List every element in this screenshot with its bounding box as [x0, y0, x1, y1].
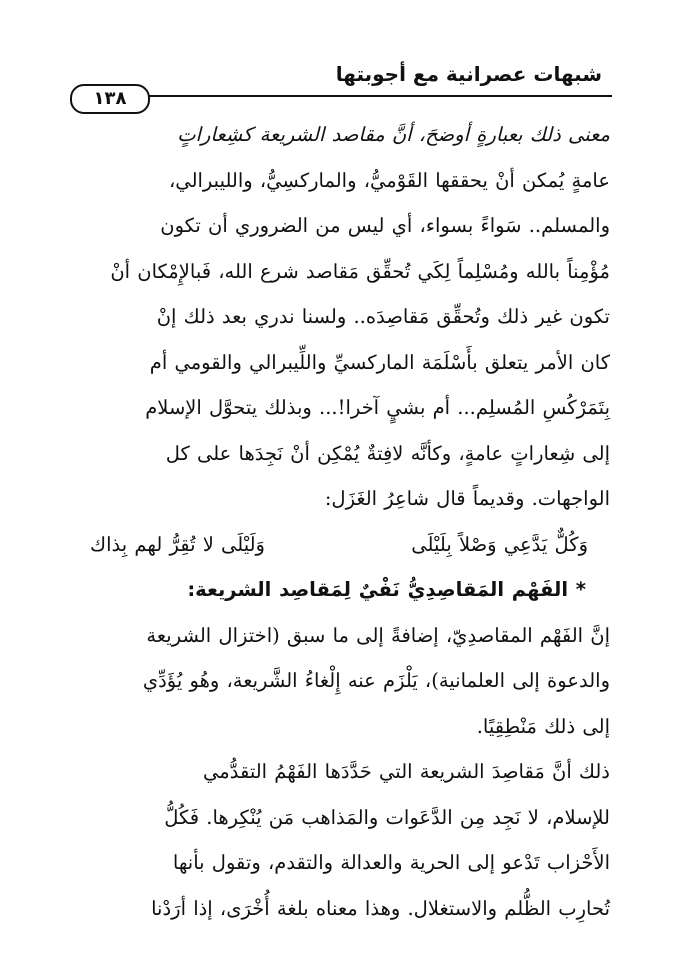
- paragraph-3: [68, 749, 610, 931]
- body-text: [68, 112, 610, 931]
- section-heading: * الفَهْم المَقاصِدِيُّ نَفْيٌ لِمَقاصِد الشريعة:: [187, 578, 586, 601]
- text-line: كان الأمر يتعلق بأَسْلَمَة الماركسيِّ واللِّيبرالي والقومي أم: [149, 350, 610, 374]
- text-line: مُؤْمِناً بالله ومُسْلِماً لِكَي تُحقِّق مَقاصد شرع الله، فَبالإِمْكان أنْ: [110, 259, 610, 283]
- running-title: شبهات عصرانية مع أجوبتها: [335, 62, 602, 86]
- text-line: إلى ذلك مَنْطِقِيًا.: [476, 714, 610, 738]
- text-line: إنَّ الفَهْم المقاصدِيّ، إضافةً إلى ما سبق (اختزال الشريعة: [146, 623, 610, 647]
- paragraph-2: [68, 613, 610, 750]
- text-line: الواجهات. وقديماً قال شاعِرُ الغَزَل:: [324, 487, 610, 510]
- paragraph-1: [68, 112, 610, 522]
- poetry-verse: [68, 522, 610, 568]
- text-line: بِتَمَرْكُسِ المُسلِم... أم بشيٍ آخرا!... وبذلك يتحوَّل الإسلام: [145, 396, 610, 419]
- header-rule: [112, 95, 612, 97]
- text-line: تُحارِب الظُّلم والاستغلال. وهذا معناه بلغة أُخْرَى، إذا أرَدْنا: [151, 896, 610, 920]
- text-line: ذلك أنَّ مَقاصِدَ الشريعة التي حَدَّدَها الفَهْمُ التقدُّمي: [203, 760, 610, 783]
- text-line: معنى ذلك بعبارةٍ أوضحَ، أنَّ مقاصد الشريعة كشِعاراتٍ: [177, 123, 610, 146]
- text-line: والمسلم.. سَواءً بسواء، أي ليس من الضروري أن تكون: [160, 214, 610, 237]
- text-line: تكون غير ذلك وتُحقِّق مَقاصِدَه.. ولسنا ندري بعد ذلك إنْ: [156, 305, 610, 328]
- verse-left-hemistich: وَلَيْلَى لا تُقِرُّ لهم بِذاك: [90, 532, 265, 556]
- page-number: ١٣٨: [70, 84, 150, 114]
- text-line: والدعوة إلى العلمانية)، يَلْزَم عنه إِلْغاءُ الشَّريعة، وهُو يُؤَدِّي: [142, 669, 610, 692]
- text-line: عامةٍ يُمكن أنْ يحققها القَوْميُّ، والماركسِيُّ، والليبرالي،: [169, 168, 610, 192]
- text-line: إلى شِعاراتٍ عامةٍ، وكأنَّه لافِتةٌ يُمْكِن أنْ نَجِدَها على كل: [165, 441, 610, 465]
- text-line: الأَحْزاب تَدْعو إلى الحرية والعدالة والتقدم، وتقول بأنها: [172, 851, 610, 874]
- text-line: للإسلام، لا نَجِد مِن الدَّعَوات والمَذاهب مَن يُنْكِرها. فَكُلُّ: [164, 805, 610, 829]
- verse-right-hemistich: وَكُلٌّ يَدَّعِي وَصْلاً بِلَيْلَى: [411, 532, 588, 556]
